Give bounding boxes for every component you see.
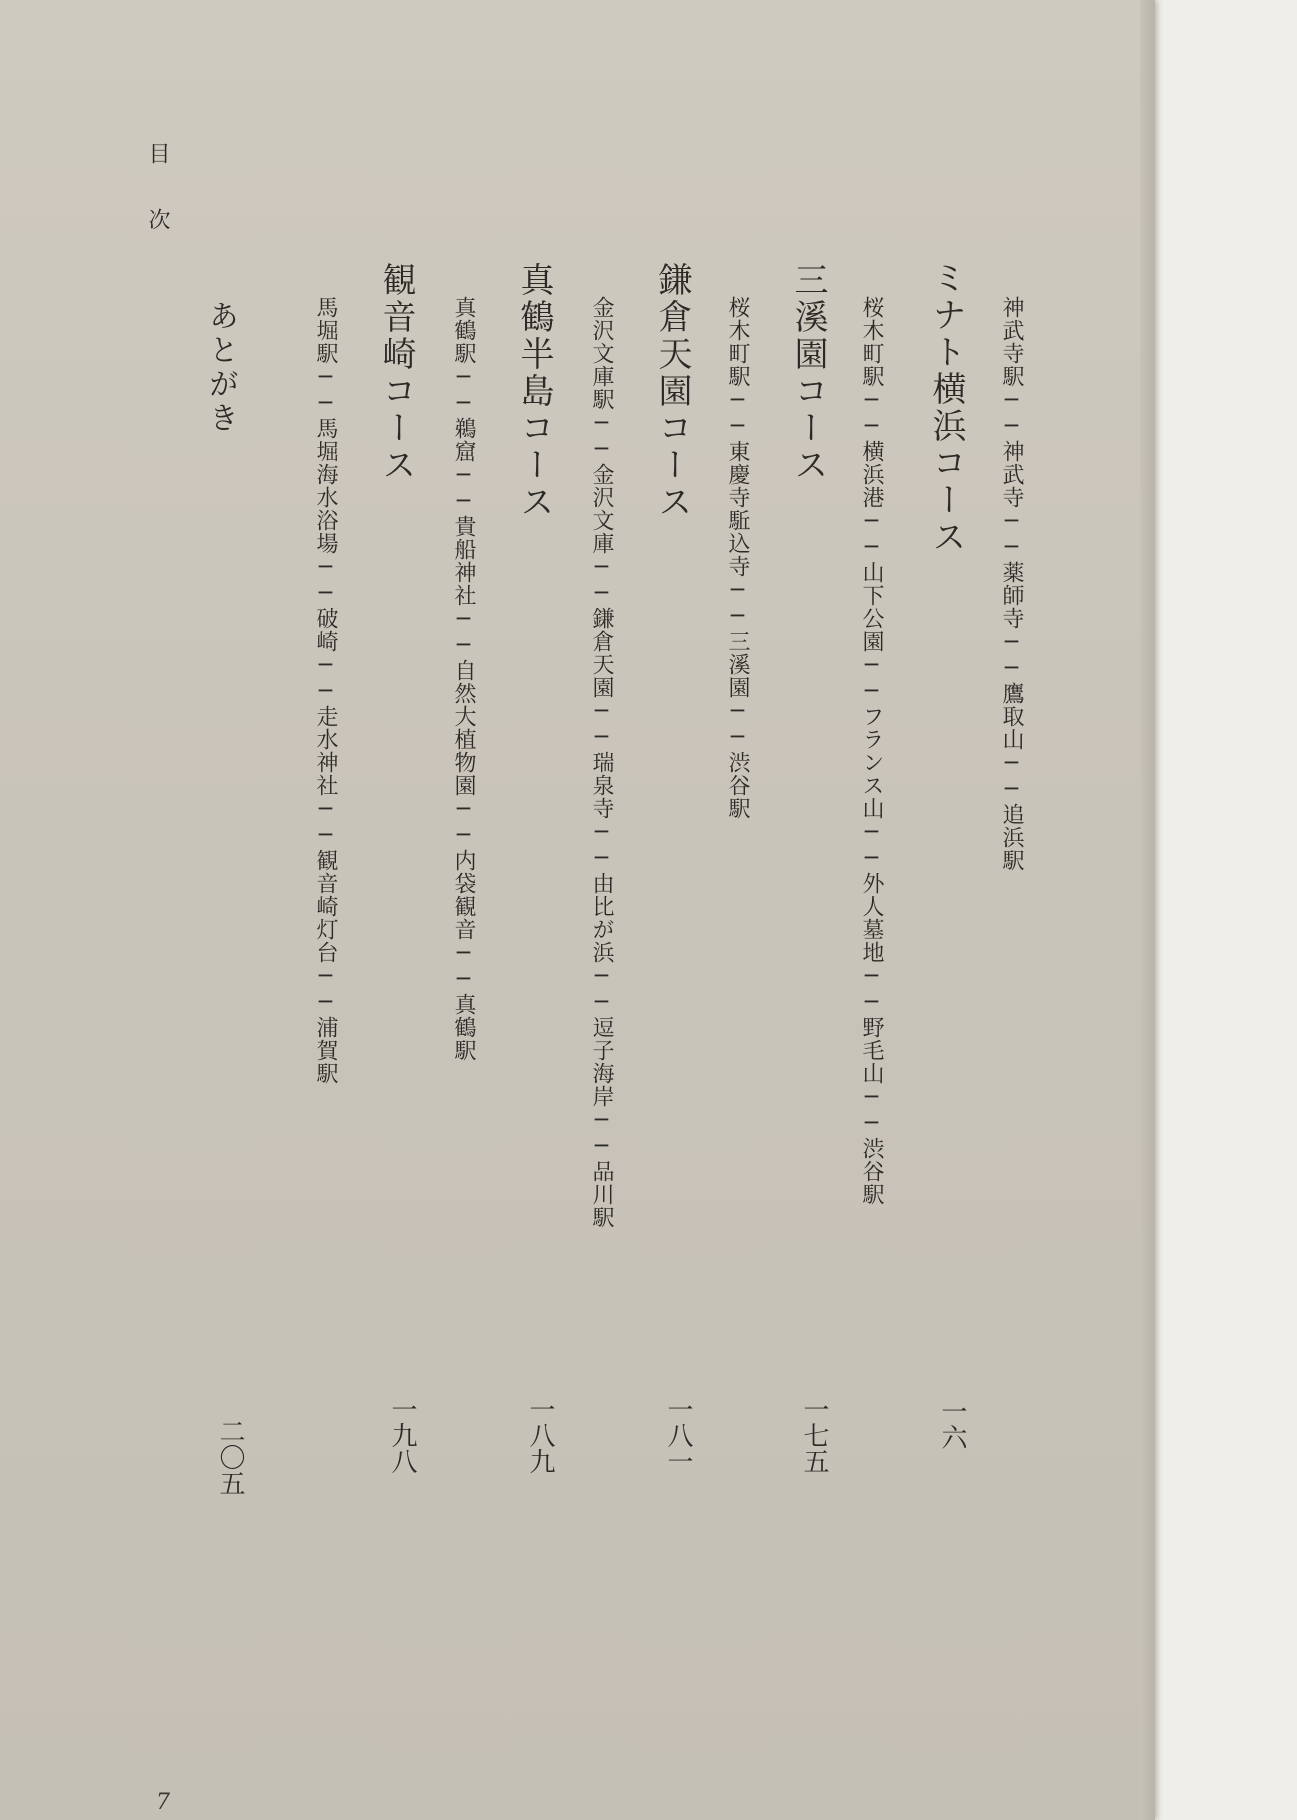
- page-number-1: 一六: [937, 1398, 967, 1450]
- route-line-6: 馬堀駅──馬堀海水浴場──破崎──走水神社──観音崎灯台──浦賀駅: [313, 296, 338, 1085]
- course-title-4: 真鶴半島コース: [514, 262, 554, 521]
- course-title-2: 三溪園コース: [788, 262, 828, 484]
- course-title-5: 観音崎コース: [376, 262, 416, 484]
- page-number-4: 一八九: [525, 1396, 555, 1474]
- page-number-5: 一九八: [387, 1396, 417, 1474]
- route-line-3: 桜木町駅──東慶寺駈込寺──三溪園──渋谷駅: [725, 296, 750, 820]
- route-line-1: 神武寺駅──神武寺──薬師寺──鷹取山──追浜駅: [999, 296, 1024, 872]
- page-number-2: 一七五: [799, 1396, 829, 1474]
- course-title-3: 鎌倉天園コース: [652, 262, 692, 521]
- page-number-3: 一八一: [663, 1396, 693, 1474]
- afterword-page-number: 二〇五: [215, 1418, 245, 1496]
- route-line-5: 真鶴駅──鵜窟──貴船神社──自然大植物園──内袋観音──真鶴駅: [451, 296, 476, 1062]
- course-title-1: ミナト横浜コース: [926, 260, 966, 556]
- route-line-4: 金沢文庫駅──金沢文庫──鎌倉天園──瑞泉寺──由比が浜──逗子海岸──品川駅: [589, 296, 614, 1229]
- toc-header: 目次: [145, 142, 170, 274]
- route-line-2: 桜木町駅──横浜港──山下公園──フランス山──外人墓地──野毛山──渋谷駅: [859, 296, 884, 1206]
- page-edge: [1140, 0, 1155, 1820]
- afterword-title: あとがき: [203, 300, 238, 436]
- page-folio: 7: [156, 1790, 170, 1815]
